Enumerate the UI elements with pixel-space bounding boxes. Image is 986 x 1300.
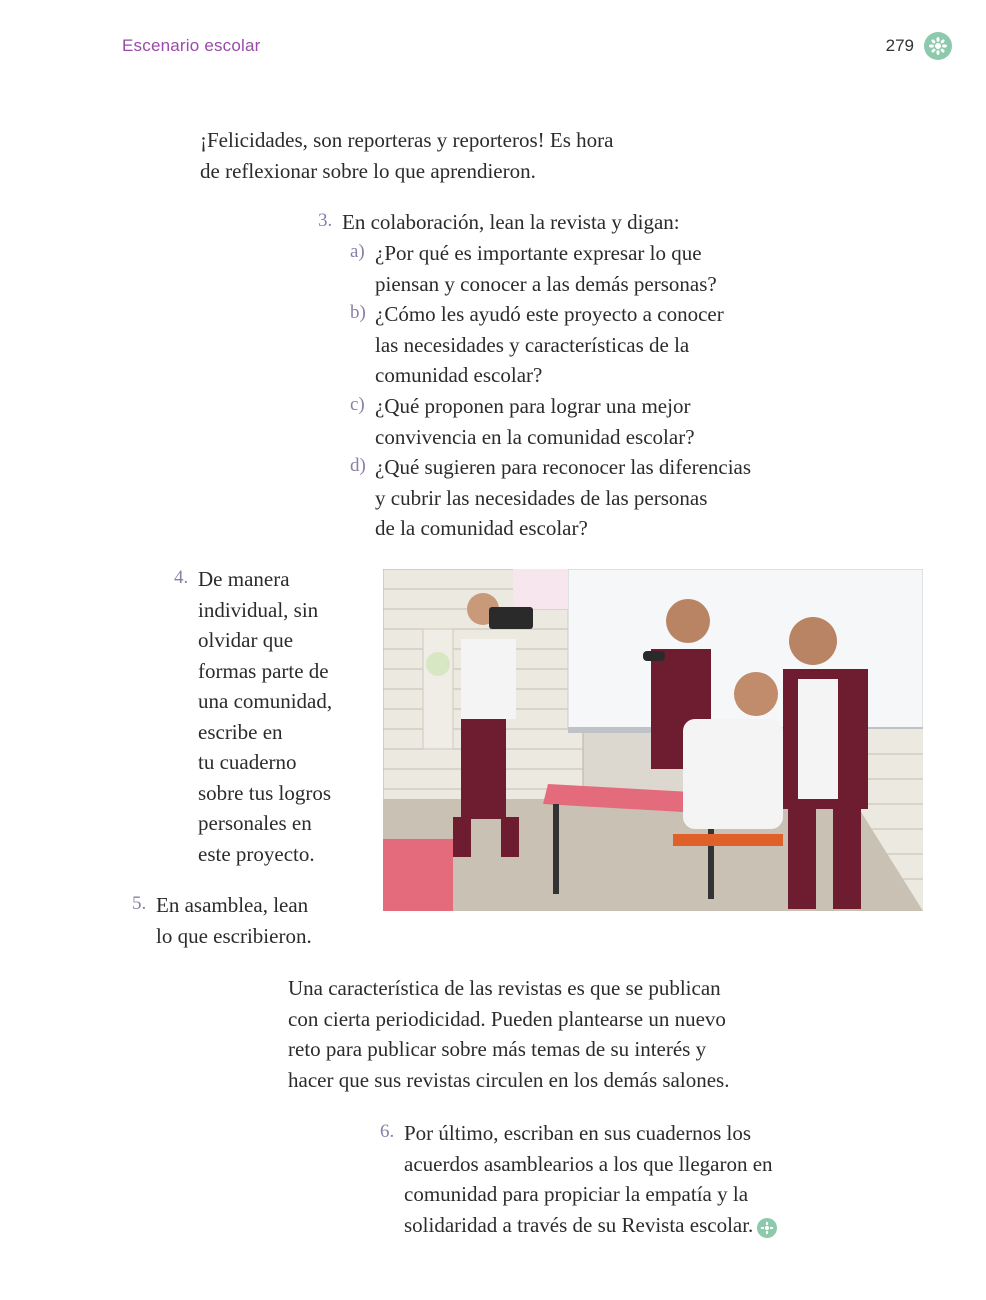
item-4-line: tu cuaderno [198, 750, 297, 774]
subitem-d-letter: d) [350, 455, 366, 476]
intro-line: ¡Felicidades, son reporteras y reporteros! Es hora [200, 128, 614, 152]
intro-paragraph [200, 125, 613, 186]
item-4-line: escribe en [198, 719, 283, 744]
item-6-line: comunidad para propiciar la empatía y la [404, 1182, 749, 1206]
subitem-line: piensan y conocer a las demás personas? [375, 271, 717, 296]
item-4-line: formas parte de [198, 658, 329, 683]
subitem-line: de la comunidad escolar? [375, 516, 588, 540]
intro-line: de reflexionar sobre lo que aprendieron. [200, 158, 536, 183]
note-line: con cierta periodicidad. Pueden plantearse un nuevo [288, 1006, 726, 1031]
item-5-line: lo que escribieron. [156, 923, 312, 948]
item-4-number: 4. [174, 567, 189, 588]
subitem-c-letter: c) [350, 394, 365, 415]
item-6-line [404, 1210, 777, 1241]
item-5-text [156, 890, 312, 951]
subitem-line: ¿Cómo les ayudó este proyecto a conocer [375, 302, 724, 326]
subitem-d-text [375, 452, 751, 544]
subitem-line: y cubrir las necesidades de las personas [375, 485, 708, 510]
sun-flower-icon [924, 32, 952, 60]
subitem-c-text [375, 391, 695, 452]
note-line: reto para publicar sobre más temas de su interés y [288, 1037, 707, 1061]
item-3-number: 3. [318, 210, 333, 231]
subitem-b-letter: b) [350, 302, 366, 323]
subitem-line: comunidad escolar? [375, 363, 543, 387]
item-4-line: olvidar que [198, 628, 294, 652]
item-6-line: acuerdos asamblearios a los que llegaron en [404, 1151, 773, 1176]
item-4-line: este proyecto. [198, 841, 315, 866]
subitem-a-text [375, 238, 717, 299]
item-5-line: En asamblea, lean [156, 893, 309, 917]
item-6-last-text: solidaridad a través de su Revista escolar. [404, 1212, 754, 1237]
note-paragraph [288, 973, 729, 1095]
item-4-line: individual, sin [198, 597, 319, 622]
section-title: Escenario escolar [122, 36, 261, 55]
subitem-b-text [375, 299, 724, 391]
subitem-line: ¿Qué sugieren para reconocer las diferencias [375, 455, 752, 479]
subitem-line: las necesidades y características de la [375, 332, 690, 357]
item-4-line: una comunidad, [198, 689, 333, 713]
subitem-line: ¿Qué proponen para lograr una mejor [375, 394, 691, 418]
subitem-a-letter: a) [350, 241, 365, 262]
note-line: Una característica de las revistas es que se publican [288, 976, 721, 1000]
classroom-photo [383, 569, 923, 911]
item-4-line: personales en [198, 811, 312, 835]
page-header-right [886, 32, 952, 60]
item-5-number: 5. [132, 893, 147, 914]
item-4-line: De manera [198, 567, 290, 591]
item-4-line: sobre tus logros [198, 780, 331, 805]
note-line: hacer que sus revistas circulen en los demás salones. [288, 1067, 730, 1092]
item-6-text [404, 1118, 777, 1240]
sun-flower-end-icon [757, 1218, 777, 1238]
page-number: 279 [885, 36, 914, 55]
item-3-text: En colaboración, lean la revista y digan: [342, 210, 680, 234]
item-6-number: 6. [380, 1121, 395, 1142]
item-6-line: Por último, escriban en sus cuadernos los [404, 1121, 752, 1145]
subitem-line: convivencia en la comunidad escolar? [375, 424, 695, 449]
item-4-text [198, 564, 332, 869]
subitem-line: ¿Por qué es importante expresar lo que [375, 241, 702, 265]
